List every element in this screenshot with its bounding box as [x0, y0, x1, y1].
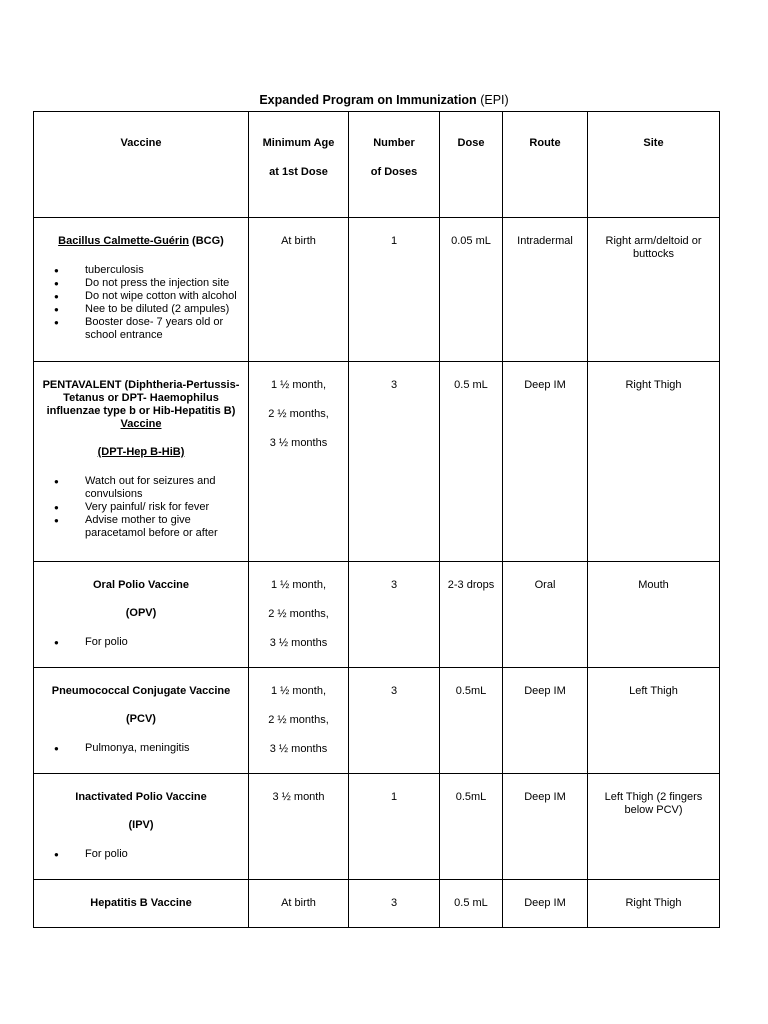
epi-table	[33, 111, 720, 928]
vaccine-name: Pneumococcal Conjugate Vaccine	[51, 685, 231, 697]
vaccine-cell	[34, 562, 249, 668]
vaccine-cell	[34, 774, 249, 880]
vaccine-name: Oral Polio Vaccine	[93, 579, 189, 591]
vaccine-abbreviation: (OPV)	[125, 607, 157, 619]
vaccine-name: Hepatitis B Vaccine	[90, 897, 192, 909]
table-row	[34, 562, 720, 668]
vaccine-cell	[34, 880, 249, 928]
list-item: ● For polio	[54, 848, 242, 861]
dose-cell: 0.5 mL	[440, 362, 503, 562]
notes-list	[40, 264, 242, 342]
notes-list	[40, 848, 242, 861]
min-age-cell: 1 ½ month, 2 ½ months, 3 ½ months	[249, 562, 349, 668]
vaccine-cell	[34, 668, 249, 774]
doses-cell: 3	[349, 362, 440, 562]
list-item: ● Nee to be diluted (2 ampules)	[54, 303, 242, 316]
route-cell: Oral	[503, 562, 588, 668]
header-num-doses: Number of Doses	[349, 112, 440, 218]
dose-cell: 0.5 mL	[440, 880, 503, 928]
route-cell: Deep IM	[503, 774, 588, 880]
title-suffix: (EPI)	[480, 93, 509, 107]
header-route: Route	[503, 112, 588, 218]
doses-cell: 1	[349, 218, 440, 362]
route-cell: Deep IM	[503, 880, 588, 928]
doses-cell: 3	[349, 668, 440, 774]
vaccine-cell	[34, 218, 249, 362]
header-min-age: Minimum Age at 1st Dose	[249, 112, 349, 218]
min-age-cell: 1 ½ month, 2 ½ months, 3 ½ months	[249, 668, 349, 774]
list-item: ● Booster dose- 7 years old or school entrance	[54, 316, 242, 342]
list-item: ● Advise mother to give paracetamol before or after	[54, 514, 242, 540]
list-item: ● For polio	[54, 636, 242, 649]
vaccine-name: Inactivated Polio Vaccine	[75, 791, 207, 803]
site-cell: Mouth	[588, 562, 720, 668]
route-cell: Intradermal	[503, 218, 588, 362]
min-age-cell: 1 ½ month, 2 ½ months, 3 ½ months	[249, 362, 349, 562]
site-cell: Left Thigh	[588, 668, 720, 774]
route-cell: Deep IM	[503, 668, 588, 774]
dose-cell: 2-3 drops	[440, 562, 503, 668]
list-item: ● Very painful/ risk for fever	[54, 501, 242, 514]
vaccine-name: PENTAVALENT (Diphtheria-Pertussis-Tetanus or DPT- Haemophilus influenzae type b or Hib-Hepatitis B) Vaccine	[42, 379, 240, 430]
list-item: ● Pulmonya, meningitis	[54, 742, 242, 755]
min-age-cell: At birth	[249, 880, 349, 928]
doses-cell: 3	[349, 562, 440, 668]
list-item: ● Do not press the injection site	[54, 277, 242, 290]
dose-cell: 0.05 mL	[440, 218, 503, 362]
list-item: ● Do not wipe cotton with alcohol	[54, 290, 242, 303]
table-row	[34, 362, 720, 562]
site-cell: Right arm/deltoid or buttocks	[588, 218, 720, 362]
min-age-cell: At birth	[249, 218, 349, 362]
table-row	[34, 880, 720, 928]
site-cell: Left Thigh (2 fingers below PCV)	[588, 774, 720, 880]
title-main: Expanded Program on Immunization	[259, 93, 477, 107]
header-site: Site	[588, 112, 720, 218]
table-row	[34, 774, 720, 880]
vaccine-abbreviation: (PCV)	[126, 713, 156, 725]
vaccine-abbreviation: (DPT-Hep B-HiB)	[97, 446, 185, 458]
header-row	[34, 112, 720, 218]
dose-cell: 0.5mL	[440, 774, 503, 880]
header-vaccine: Vaccine	[34, 112, 249, 218]
doses-cell: 3	[349, 880, 440, 928]
dose-cell: 0.5mL	[440, 668, 503, 774]
document-title	[0, 93, 768, 107]
notes-list	[40, 742, 242, 755]
vaccine-name: Bacillus Calmette-Guérin (BCG)	[58, 235, 224, 247]
list-item: ● Watch out for seizures and convulsions	[54, 475, 242, 501]
table-row	[34, 668, 720, 774]
vaccine-cell	[34, 362, 249, 562]
header-dose: Dose	[440, 112, 503, 218]
site-cell: Right Thigh	[588, 362, 720, 562]
list-item: ● tuberculosis	[54, 264, 242, 277]
min-age-cell: 3 ½ month	[249, 774, 349, 880]
table-row	[34, 218, 720, 362]
notes-list	[40, 636, 242, 649]
vaccine-abbreviation: (IPV)	[128, 819, 154, 831]
route-cell: Deep IM	[503, 362, 588, 562]
site-cell: Right Thigh	[588, 880, 720, 928]
doses-cell: 1	[349, 774, 440, 880]
notes-list	[40, 475, 242, 540]
